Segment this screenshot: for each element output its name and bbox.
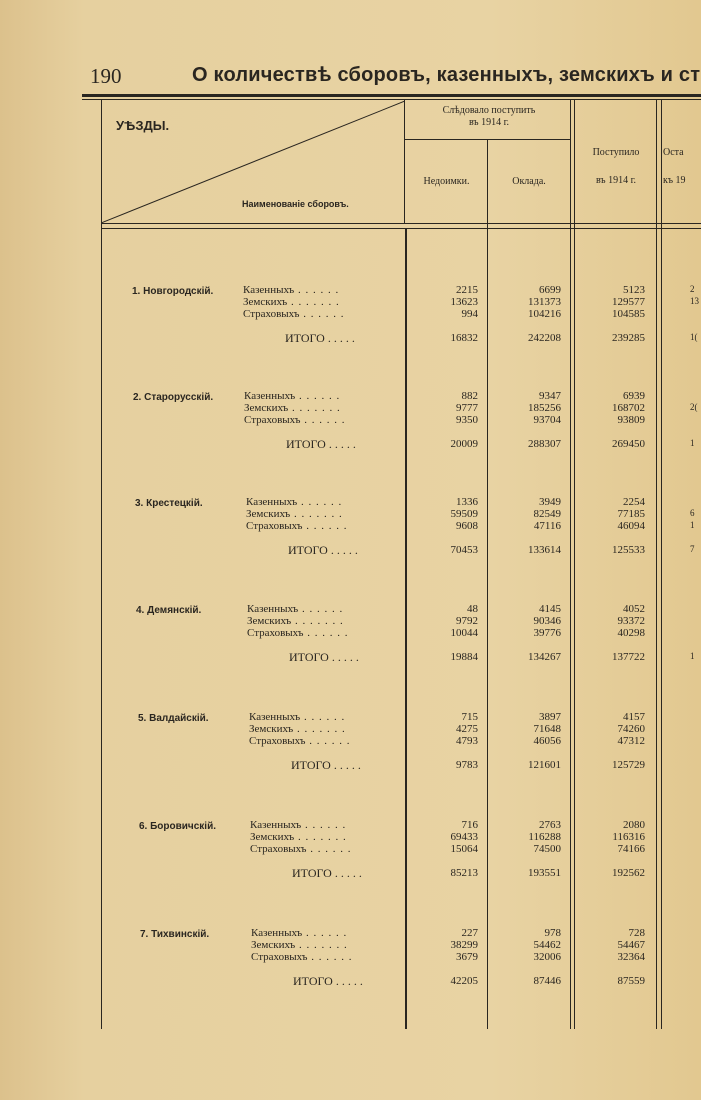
leader-dots: . . . . . . . <box>290 508 343 520</box>
table-cell: 9777 <box>456 402 478 414</box>
total-cell: 16832 <box>450 332 478 344</box>
total-label-text: ИТОГО <box>286 437 326 451</box>
table-cell: 2215 <box>456 284 478 296</box>
header-rule-thick <box>82 94 701 97</box>
table-cell: 6939 <box>623 390 645 402</box>
table-cell: 227 <box>461 927 478 939</box>
table-cell: 10044 <box>450 627 478 639</box>
header-uezdy: УѢЗДЫ. <box>116 118 170 133</box>
row-label <box>246 496 342 508</box>
total-cell: 9783 <box>456 759 478 771</box>
row-label-text: Земскихъ <box>243 296 288 308</box>
district-name: 7. Тихвинскій. <box>140 929 210 940</box>
cropped-cell: 13 <box>690 296 699 306</box>
column-divider-labels <box>405 229 407 1029</box>
leader-dots: . . . . . . <box>305 735 351 747</box>
table-cell: 116288 <box>528 831 561 843</box>
total-cell: 125729 <box>612 759 645 771</box>
total-label-text: ИТОГО <box>292 866 332 880</box>
table-cell: 4145 <box>539 603 561 615</box>
district-name: 2. Старорусскій. <box>133 392 214 403</box>
table-cell: 74260 <box>617 723 645 735</box>
row-label-text: Страховыхъ <box>249 735 306 747</box>
table-cell: 40298 <box>617 627 645 639</box>
page-title: О количествѣ сборовъ, казенныхъ, земскихъ и ст <box>192 64 701 86</box>
leader-dots: . . . . . <box>332 974 363 988</box>
header-oklada: Оклада. <box>512 176 546 187</box>
total-cell: 125533 <box>612 544 645 556</box>
row-label <box>250 831 347 843</box>
district-name: 3. Крестецкій. <box>135 498 203 509</box>
table-cell: 994 <box>461 308 478 320</box>
table-cell: 90346 <box>533 615 561 627</box>
row-label <box>244 402 341 414</box>
row-label <box>251 927 347 939</box>
table-cell: 77185 <box>617 508 645 520</box>
page-number: 190 <box>90 64 122 88</box>
leader-dots: . . . . . . . <box>288 402 341 414</box>
leader-dots: . . . . . . <box>295 390 341 402</box>
table-cell: 46094 <box>617 520 645 532</box>
row-label-text: Страховыхъ <box>247 627 304 639</box>
total-cell: 269450 <box>612 438 645 450</box>
table-cell: 728 <box>628 927 645 939</box>
leader-dots: . . . . . . <box>298 603 344 615</box>
row-label-text: Казенныхъ <box>244 390 296 402</box>
row-label-text: Земскихъ <box>247 615 292 627</box>
row-label <box>244 390 340 402</box>
table-cell: 32006 <box>533 951 561 963</box>
leader-dots: . . . . . . <box>302 927 348 939</box>
total-cell: 87446 <box>533 975 561 987</box>
table-cell: 82549 <box>533 508 561 520</box>
table-cell: 131373 <box>528 296 561 308</box>
leader-dots: . . . . . <box>331 866 362 880</box>
row-label <box>250 819 346 831</box>
column-divider-oklada-double <box>574 99 575 1029</box>
leader-dots: . . . . . . <box>307 951 353 963</box>
table-cell: 48 <box>467 603 478 615</box>
table-cell: 5123 <box>623 284 645 296</box>
column-divider-postupilo <box>656 99 657 1029</box>
cropped-cell: 2( <box>690 402 698 412</box>
table-cell: 47312 <box>617 735 645 747</box>
leader-dots: . . . . . . <box>297 496 343 508</box>
leader-dots: . . . . . . . <box>294 831 347 843</box>
row-label-text: Страховыхъ <box>251 951 308 963</box>
total-cell: 133614 <box>528 544 561 556</box>
total-cell: 19884 <box>450 651 478 663</box>
header-sledovalo: Слѣдовало поступить въ 1914 г. <box>442 105 536 128</box>
district-name: 1. Новгородскій. <box>132 286 214 297</box>
row-label <box>249 723 346 735</box>
table-cell: 2080 <box>623 819 645 831</box>
row-label <box>247 615 344 627</box>
table-cell: 38299 <box>450 939 478 951</box>
row-label <box>244 414 345 426</box>
table-cell: 93809 <box>617 414 645 426</box>
row-label-text: Земскихъ <box>251 939 296 951</box>
district-name: 5. Валдайскій. <box>138 713 209 724</box>
table-cell: 9350 <box>456 414 478 426</box>
total-cell: 121601 <box>528 759 561 771</box>
column-divider-nedoimki <box>487 140 488 1029</box>
table-cell: 39776 <box>533 627 561 639</box>
row-label <box>247 627 348 639</box>
header-naimenovanie: Наименованіе сборовъ. <box>242 199 349 209</box>
total-cell: 42205 <box>450 975 478 987</box>
table-cell: 69433 <box>450 831 478 843</box>
leader-dots: . . . . . . <box>302 520 348 532</box>
total-cell: 134267 <box>528 651 561 663</box>
row-label-text: Казенныхъ <box>250 819 302 831</box>
row-label-text: Земскихъ <box>246 508 291 520</box>
row-label <box>251 939 348 951</box>
cropped-cell: 1 <box>690 520 695 530</box>
table-cell: 104216 <box>528 308 561 320</box>
row-label <box>251 951 352 963</box>
total-cell: 20009 <box>450 438 478 450</box>
table-cell: 4052 <box>623 603 645 615</box>
table-cell: 2763 <box>539 819 561 831</box>
table-cell: 32364 <box>617 951 645 963</box>
leader-dots: . . . . . <box>325 437 356 451</box>
row-label <box>246 520 347 532</box>
table-cell: 46056 <box>533 735 561 747</box>
row-label-text: Казенныхъ <box>249 711 301 723</box>
cropped-cell: 6 <box>690 508 695 518</box>
table-cell: 74166 <box>617 843 645 855</box>
total-cell: 239285 <box>612 332 645 344</box>
total-label <box>288 543 358 558</box>
header-bottom-rule <box>101 223 701 224</box>
table-cell: 3949 <box>539 496 561 508</box>
total-cell: 70453 <box>450 544 478 556</box>
table-cell: 3679 <box>456 951 478 963</box>
table-cell: 6699 <box>539 284 561 296</box>
cropped-cell: 7 <box>690 544 695 554</box>
total-label <box>293 974 363 989</box>
table-cell: 168702 <box>612 402 645 414</box>
table-cell: 15064 <box>450 843 478 855</box>
cropped-cell: 1 <box>690 438 695 448</box>
table-cell: 47116 <box>533 520 561 532</box>
row-label-text: Страховыхъ <box>246 520 303 532</box>
leader-dots: . . . . . . <box>299 308 345 320</box>
total-cell: 192562 <box>612 867 645 879</box>
leader-dots: . . . . . . . <box>287 296 340 308</box>
table-cell: 13623 <box>450 296 478 308</box>
total-label <box>292 866 362 881</box>
total-cell: 87559 <box>617 975 645 987</box>
table-cell: 9792 <box>456 615 478 627</box>
table-cell: 1336 <box>456 496 478 508</box>
cropped-cell: 1( <box>690 332 698 342</box>
cropped-cell: 2 <box>690 284 695 294</box>
row-label <box>243 296 340 308</box>
table-cell: 978 <box>544 927 561 939</box>
table-cell: 185256 <box>528 402 561 414</box>
leader-dots: . . . . . . . <box>295 939 348 951</box>
row-label <box>250 843 351 855</box>
row-label-text: Казенныхъ <box>243 284 295 296</box>
column-divider-oklada <box>570 99 571 1029</box>
table-cell: 4275 <box>456 723 478 735</box>
table-cell: 4793 <box>456 735 478 747</box>
leader-dots: . . . . . . <box>306 843 352 855</box>
table-cell: 4157 <box>623 711 645 723</box>
table-cell: 882 <box>461 390 478 402</box>
total-label <box>291 758 361 773</box>
district-name: 4. Демянскій. <box>136 605 202 616</box>
header-subrule <box>405 139 571 140</box>
table-cell: 93372 <box>617 615 645 627</box>
district-name: 6. Боровичскій. <box>139 821 217 832</box>
cropped-cell: 1 <box>690 651 695 661</box>
leader-dots: . . . . . . <box>294 284 340 296</box>
total-label-text: ИТОГО <box>285 331 325 345</box>
total-cell: 288307 <box>528 438 561 450</box>
header-postupilo: Поступило въ 1914 г. <box>592 147 640 186</box>
leader-dots: . . . . . <box>324 331 355 345</box>
table-cell: 3897 <box>539 711 561 723</box>
table-cell: 9347 <box>539 390 561 402</box>
row-label <box>246 508 343 520</box>
total-label <box>286 437 356 452</box>
leader-dots: . . . . . . <box>300 711 346 723</box>
leader-dots: . . . . . . . <box>293 723 346 735</box>
table-cell: 2254 <box>623 496 645 508</box>
row-label-text: Земскихъ <box>244 402 289 414</box>
table-cell: 93704 <box>533 414 561 426</box>
row-label-text: Страховыхъ <box>244 414 301 426</box>
total-cell: 137722 <box>612 651 645 663</box>
total-label-text: ИТОГО <box>288 543 328 557</box>
total-label-text: ИТОГО <box>293 974 333 988</box>
row-label <box>243 308 344 320</box>
header-ostalos: Оста къ 19 <box>663 147 686 186</box>
table-cell: 54467 <box>617 939 645 951</box>
total-cell: 85213 <box>450 867 478 879</box>
row-label <box>243 284 339 296</box>
table-cell: 716 <box>461 819 478 831</box>
header-nedoimki: Недоимки. <box>423 176 470 187</box>
table-cell: 74500 <box>533 843 561 855</box>
table-cell: 129577 <box>612 296 645 308</box>
total-label-text: ИТОГО <box>291 758 331 772</box>
leader-dots: . . . . . <box>327 543 358 557</box>
row-label-text: Земскихъ <box>249 723 294 735</box>
leader-dots: . . . . . . <box>300 414 346 426</box>
row-label-text: Казенныхъ <box>251 927 303 939</box>
table-left-border <box>101 99 102 1029</box>
table-cell: 715 <box>461 711 478 723</box>
table-cell: 116316 <box>612 831 645 843</box>
total-label <box>285 331 355 346</box>
header-bottom-rule-double <box>101 228 701 229</box>
row-label <box>249 711 345 723</box>
row-label <box>249 735 350 747</box>
leader-dots: . . . . . . <box>301 819 347 831</box>
leader-dots: . . . . . <box>328 650 359 664</box>
row-label-text: Казенныхъ <box>246 496 298 508</box>
total-cell: 242208 <box>528 332 561 344</box>
table-cell: 104585 <box>612 308 645 320</box>
row-label-text: Страховыхъ <box>243 308 300 320</box>
leader-dots: . . . . . . <box>303 627 349 639</box>
table-cell: 9608 <box>456 520 478 532</box>
row-label-text: Казенныхъ <box>247 603 299 615</box>
row-label <box>247 603 343 615</box>
total-label-text: ИТОГО <box>289 650 329 664</box>
total-cell: 193551 <box>528 867 561 879</box>
row-label-text: Страховыхъ <box>250 843 307 855</box>
row-label-text: Земскихъ <box>250 831 295 843</box>
table-cell: 71648 <box>533 723 561 735</box>
column-divider-postupilo-double <box>661 99 662 1029</box>
leader-dots: . . . . . . . <box>291 615 344 627</box>
table-cell: 54462 <box>533 939 561 951</box>
total-label <box>289 650 359 665</box>
table-cell: 59509 <box>450 508 478 520</box>
leader-dots: . . . . . <box>330 758 361 772</box>
